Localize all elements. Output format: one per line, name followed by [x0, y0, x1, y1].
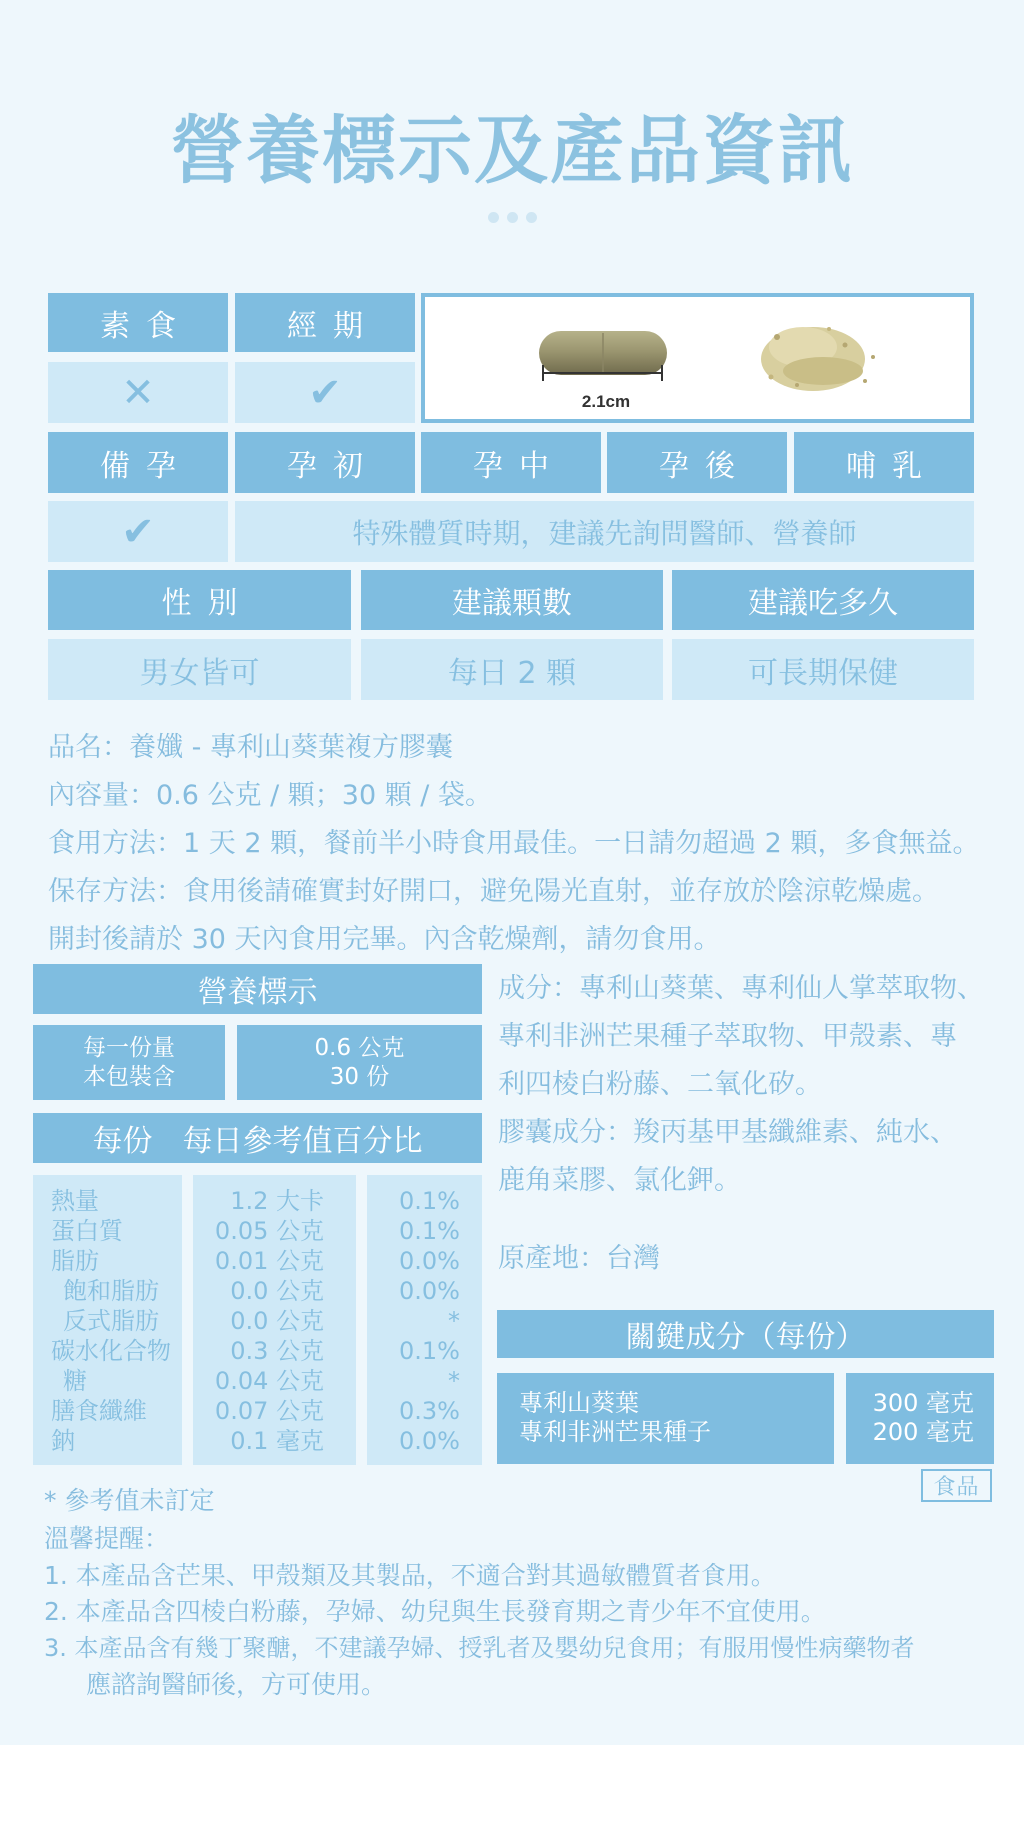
menstrual-header: 經期	[235, 293, 415, 352]
nutrient-name: 飽和脂肪	[63, 1277, 159, 1305]
reference-note: * 參考值未訂定	[44, 1486, 215, 1515]
nutrient-amount: 1.2 大卡	[230, 1187, 324, 1215]
daily-value-pct: 0.1%	[399, 1337, 460, 1365]
storage-method: 保存方法：食用後請確實封好開口，避免陽光直射，並存放於陰涼乾燥處。	[48, 876, 939, 907]
special-period-note: 特殊體質時期，建議先詢問醫師、營養師	[235, 501, 974, 562]
key-ingredients-title: 關鍵成分（每份）	[497, 1310, 994, 1358]
gender-header: 性別	[48, 570, 351, 630]
nutrition-title: 營養標示	[33, 964, 482, 1014]
daily-value-pct: 0.0%	[399, 1277, 460, 1305]
key-ingredient-amount: 300 毫克	[872, 1389, 974, 1417]
prep-check-icon: ✔	[48, 501, 228, 562]
key-ingredient-name: 專利非洲芒果種子	[519, 1418, 711, 1446]
storage-note: 開封後請於 30 天內食用完畢。內含乾燥劑，請勿食用。	[48, 924, 721, 955]
nutrient-name: 蛋白質	[51, 1217, 123, 1245]
serving-labels	[33, 1025, 225, 1100]
capsule-ingredients-line: 膠囊成分：羧丙基甲基纖維素、純水、	[498, 1117, 957, 1148]
nutrient-name: 脂肪	[51, 1247, 99, 1275]
usage-method: 食用方法：1 天 2 顆，餐前半小時食用最佳。一日請勿超過 2 顆，多食無益。	[48, 828, 980, 859]
product-content: 內容量：0.6 公克 / 顆；30 顆 / 袋。	[48, 780, 492, 811]
nutrient-amount: 0.05 公克	[214, 1217, 324, 1245]
page-title: 營養標示及產品資訊	[170, 108, 854, 194]
serving-size-value: 0.6 公克	[314, 1034, 405, 1061]
stage-prep: 備孕	[48, 432, 228, 493]
daily-value-pct: *	[448, 1367, 460, 1395]
daily-value-pct: 0.0%	[399, 1247, 460, 1275]
ingredients-line: 專利非洲芒果種子萃取物、甲殼素、專	[498, 1021, 957, 1052]
ingredients-line: 成分：專利山葵葉、專利仙人掌萃取物、	[498, 973, 984, 1004]
stage-nursing: 哺乳	[794, 432, 974, 493]
nutrient-name: 碳水化合物	[51, 1337, 171, 1365]
product-name: 品名：養孅 - 專利山葵葉複方膠囊	[48, 732, 453, 763]
nutrient-amount: 0.07 公克	[214, 1397, 324, 1425]
serving-values	[237, 1025, 482, 1100]
nutrient-name: 膳食纖維	[51, 1397, 147, 1425]
capsule-and-powder-illustration	[425, 297, 970, 419]
title-divider-dots	[0, 208, 1024, 227]
count-value: 每日 2 顆	[361, 639, 663, 700]
reminder-item: 3. 本產品含有幾丁聚醣，不建議孕婦、授乳者及嬰幼兒食用；有服用慢性病藥物者	[44, 1634, 915, 1662]
nutrient-name: 糖	[63, 1367, 87, 1395]
nutrient-amount-column	[193, 1175, 356, 1465]
reminder-title: 溫馨提醒：	[44, 1524, 170, 1553]
key-ingredient-names	[497, 1373, 834, 1464]
daily-value-pct: 0.1%	[399, 1217, 460, 1245]
capsule-ingredients-line: 鹿角菜膠、氯化鉀。	[498, 1165, 741, 1196]
nutrient-name-column	[33, 1175, 182, 1465]
key-ingredient-amounts	[846, 1373, 994, 1464]
food-badge: 食品	[921, 1469, 992, 1502]
daily-value-pct: 0.3%	[399, 1397, 460, 1425]
product-image	[421, 293, 974, 423]
count-header: 建議顆數	[361, 570, 663, 630]
nutrient-amount: 0.01 公克	[214, 1247, 324, 1275]
key-ingredient-name: 專利山葵葉	[519, 1389, 639, 1417]
nutrient-amount: 0.0 公克	[230, 1277, 324, 1305]
nutrient-name: 鈉	[51, 1427, 75, 1455]
package-servings-value: 30 份	[329, 1063, 390, 1090]
daily-value-pct: 0.0%	[399, 1427, 460, 1455]
reminder-item: 1. 本產品含芒果、甲殼類及其製品，不適合對其過敏體質者食用。	[44, 1561, 776, 1590]
capsule-size-label: 2.1cm	[581, 392, 631, 411]
package-contains-label: 本包裝含	[83, 1063, 175, 1090]
nutrient-amount: 0.1 毫克	[230, 1427, 324, 1455]
origin: 原產地：台灣	[498, 1243, 660, 1274]
duration-value: 可長期保健	[672, 639, 974, 700]
serving-size-label: 每一份量	[83, 1034, 175, 1061]
menstrual-check-icon: ✔	[235, 362, 415, 423]
daily-value-pct: 0.1%	[399, 1187, 460, 1215]
daily-value-header: 每份 每日參考值百分比	[33, 1113, 482, 1163]
nutrient-name: 反式脂肪	[63, 1307, 159, 1335]
ingredients-line: 利四棱白粉藤、二氧化矽。	[498, 1069, 822, 1100]
nutrient-amount: 0.0 公克	[230, 1307, 324, 1335]
stage-late: 孕後	[607, 432, 787, 493]
gender-value: 男女皆可	[48, 639, 351, 700]
stage-early: 孕初	[235, 432, 415, 493]
nutrient-name: 熱量	[51, 1187, 99, 1215]
duration-header: 建議吃多久	[672, 570, 974, 630]
daily-value-pct: *	[448, 1307, 460, 1335]
stage-mid: 孕中	[421, 432, 601, 493]
powder-pile-icon	[761, 327, 875, 391]
vegetarian-header: 素食	[48, 293, 228, 352]
reminder-item-continued: 應諮詢醫師後，方可使用。	[86, 1670, 387, 1699]
nutrient-amount: 0.3 公克	[230, 1337, 324, 1365]
reminder-item: 2. 本產品含四棱白粉藤，孕婦、幼兒與生長發育期之青少年不宜使用。	[44, 1597, 826, 1626]
vegetarian-cross-icon: ✕	[48, 362, 228, 423]
key-ingredient-amount: 200 毫克	[872, 1418, 974, 1446]
daily-value-column	[367, 1175, 482, 1465]
nutrient-amount: 0.04 公克	[214, 1367, 324, 1395]
